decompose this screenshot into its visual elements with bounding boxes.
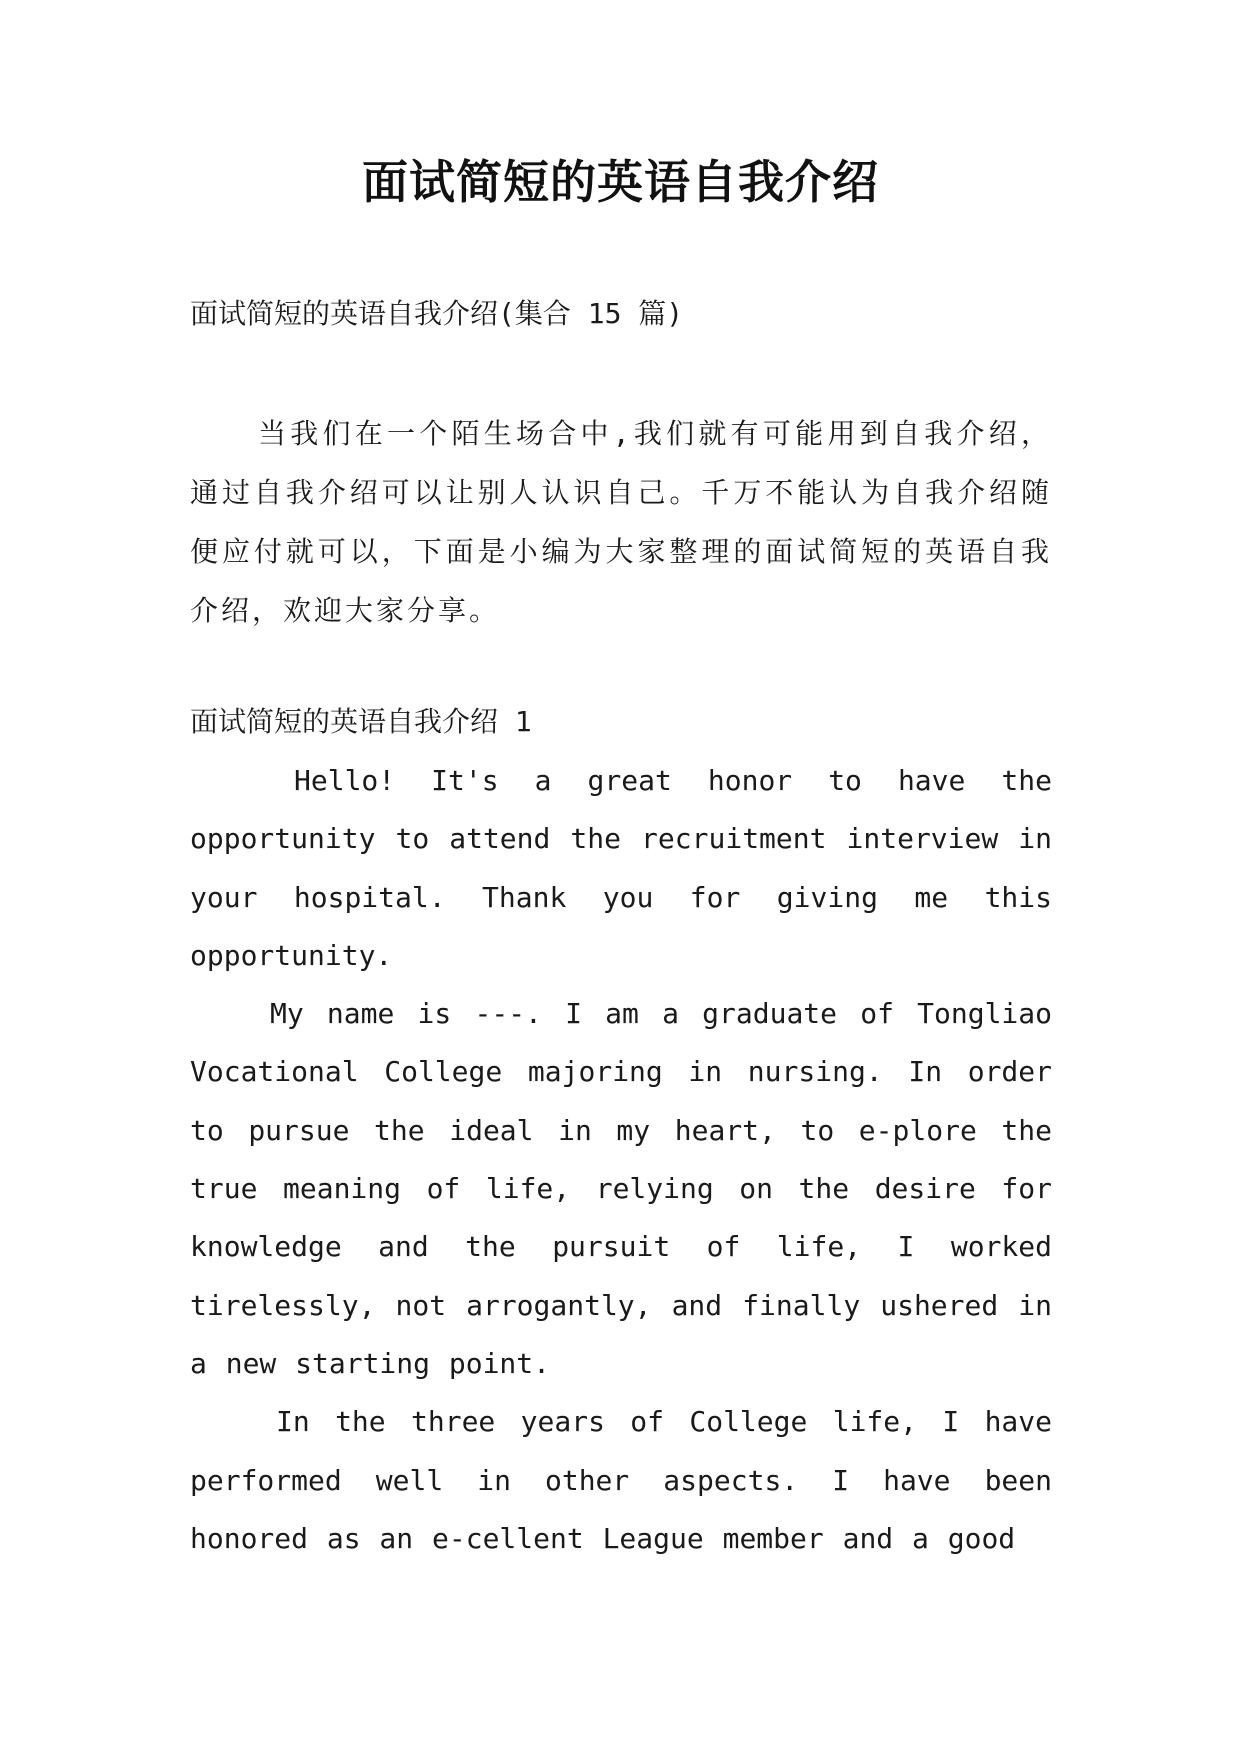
paragraph-background: My name is ---. I am a graduate of Tongliao Vocational College majoring in nursing. In order to pursue the ideal in my heart, to e-plore the true meaning of life, relying on the desire for knowledge and the pursuit of life, I worked tirelessly, not arrogantly, and finally ushered in a new starting point. bbox=[190, 997, 1052, 1380]
document-title: 面试简短的英语自我介绍 bbox=[362, 155, 879, 209]
section-heading: 面试简短的英语自我介绍 1 bbox=[190, 705, 532, 738]
intro-paragraph: 当我们在一个陌生场合中,我们就有可能用到自我介绍，通过自我介绍可以让别人认识自己。千万不能认为自我介绍随便应付就可以，下面是小编为大家整理的面试简短的英语自我介绍，欢迎大家分享。 bbox=[190, 417, 1052, 627]
paragraph-college-life: In the three years of College life, I have performed well in other aspects. I have been honored as an e-cellent League member and a good bbox=[190, 1405, 1052, 1555]
paragraph-greeting: Hello! It's a great honor to have the opportunity to attend the recruitment interview in your hospital. Thank you for giving me this opportunity. bbox=[190, 764, 1052, 972]
english-text-block bbox=[190, 752, 1052, 1568]
document-subtitle: 面试简短的英语自我介绍(集合 15 篇) bbox=[190, 297, 684, 330]
